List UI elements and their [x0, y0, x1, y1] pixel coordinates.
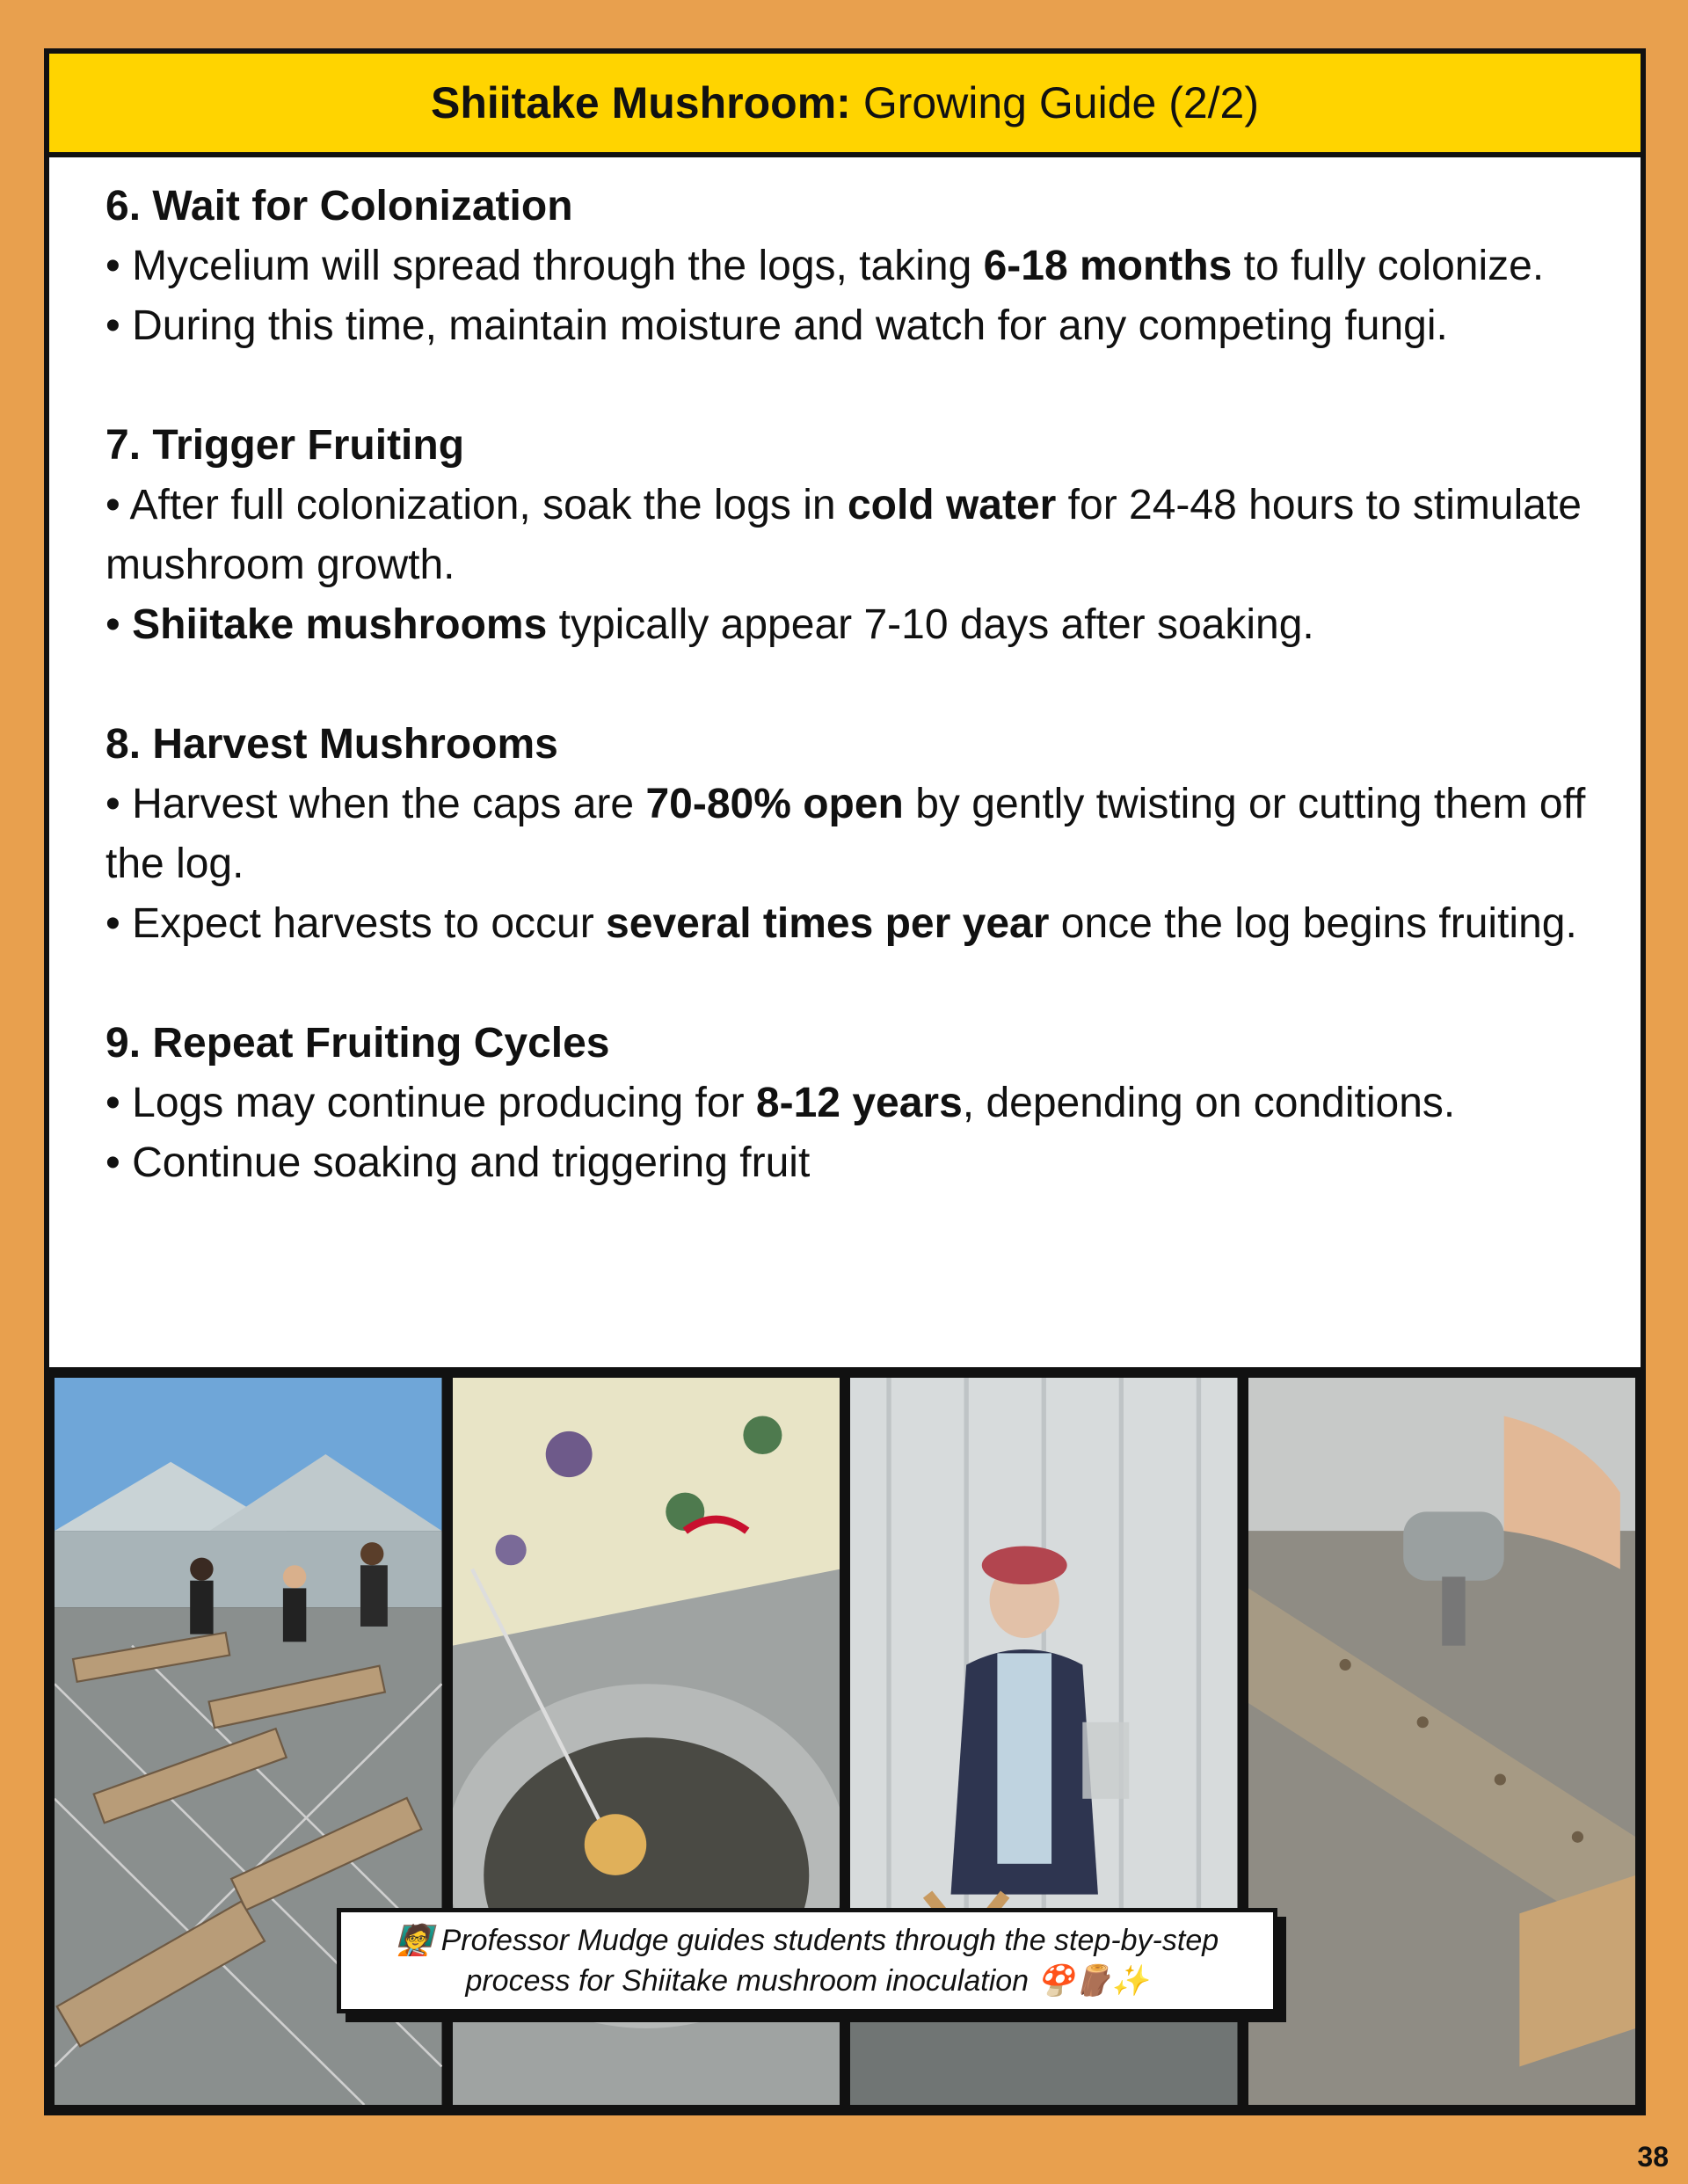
caption-line-1: 🧑‍🏫 Professor Mudge guides students through the step-by-step: [395, 1924, 1219, 1957]
page-title: [49, 54, 1641, 157]
section-heading: 7. Trigger Fruiting: [106, 422, 465, 469]
bullet-item: • Continue soaking and triggering fruit: [106, 1139, 811, 1186]
section-colonization: [106, 177, 1588, 356]
section-heading: 8. Harvest Mushrooms: [106, 721, 558, 768]
bullet-item: • During this time, maintain moisture and watch for any competing fungi.: [106, 302, 1448, 349]
bullet-item: • Logs may continue producing for 8-12 years, depending on conditions.: [106, 1080, 1456, 1126]
section-trigger-fruiting: [106, 416, 1588, 655]
bullet-item: • After full colonization, soak the logs in cold water for 24-48 hours to stimulate mushroom growth.: [106, 482, 1582, 588]
bullet-item: • Harvest when the caps are 70-80% open by gently twisting or cutting them off the log.: [106, 781, 1586, 887]
photo-drilling-log: [1248, 1378, 1636, 2105]
page-frame: [44, 48, 1646, 2115]
page-number: 38: [1637, 2141, 1669, 2173]
caption-line-2: process for Shiitake mushroom inoculation 🍄🪵✨: [465, 1964, 1149, 1998]
section-heading: 6. Wait for Colonization: [106, 183, 573, 229]
guide-content: [106, 177, 1588, 1253]
bullet-item: • Mycelium will spread through the logs, taking 6-18 months to fully colonize.: [106, 243, 1545, 289]
section-harvest: [106, 715, 1588, 954]
bullet-item: • Expect harvests to occur several times per year once the log begins fruiting.: [106, 900, 1577, 947]
section-repeat-cycles: [106, 1014, 1588, 1193]
photo-caption: [337, 1908, 1277, 2013]
section-heading: 9. Repeat Fruiting Cycles: [106, 1020, 610, 1067]
title-bold: Shiitake Mushroom:: [430, 78, 851, 127]
title-rest: Growing Guide (2/2): [862, 78, 1260, 127]
bullet-item: • Shiitake mushrooms typically appear 7-10 days after soaking.: [106, 601, 1314, 648]
